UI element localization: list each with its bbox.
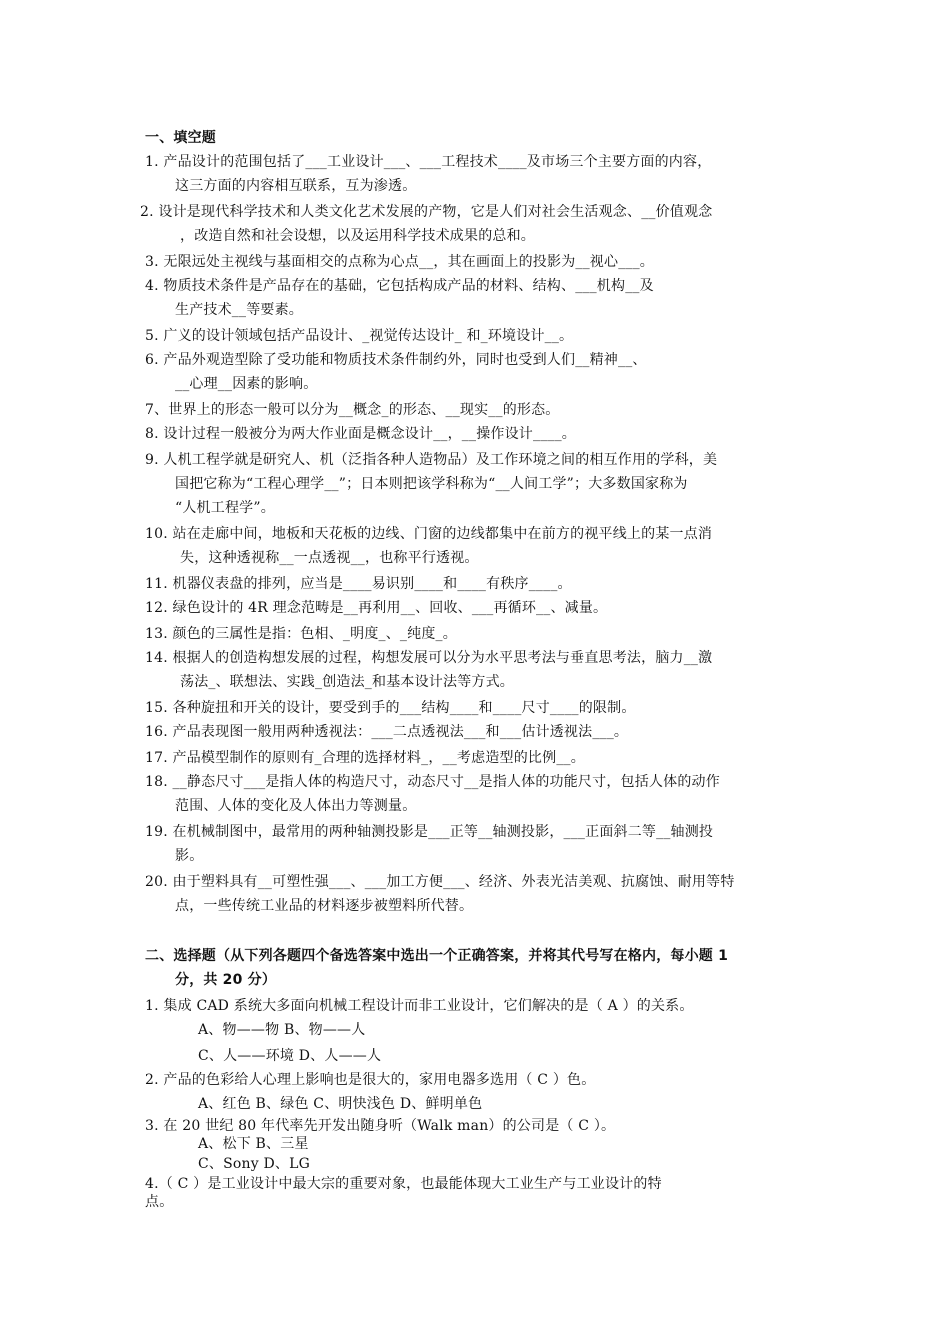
text-line: 2. 产品的色彩给人心理上影响也是很大的，家用电器多选用（ C ）色。 <box>145 1072 596 1088</box>
text-line: 3. 无限远处主视线与基面相交的点称为心点__，其在画面上的投影为__视心___。 <box>145 254 655 270</box>
text-line: ，改造自然和社会设想，以及运用科学技术成果的总和。 <box>180 228 535 244</box>
text-line: A、红色 B、绿色 C、明快浅色 D、鲜明单色 <box>198 1096 483 1112</box>
section-heading: 二、选择题（从下列各题四个备选答案中选出一个正确答案，并将其代号写在格内，每小题 1 <box>145 948 729 964</box>
text-line: 这三方面的内容相互联系，互为渗透。 <box>175 178 417 194</box>
text-line: 国把它称为“工程心理学__”；日本则把该学科称为“__人间工学”；大多数国家称为 <box>175 476 688 492</box>
text-line: 点。 <box>145 1194 174 1210</box>
section-heading: 一、填空题 <box>145 130 216 146</box>
text-line: 4. 物质技术条件是产品存在的基础，它包括构成产品的材料、结构、___机构__及 <box>145 278 654 294</box>
text-line: 13. 颜色的三属性是指：色相、_明度_、_纯度_。 <box>145 626 457 642</box>
text-line: 16. 产品表现图一般用两种透视法：___二点透视法___和___估计透视法___。 <box>145 724 629 740</box>
text-line: 12. 绿色设计的 4R 理念范畴是__再利用__、回收、___再循环__、减量。 <box>145 600 608 616</box>
text-line: 1. 集成 CAD 系统大多面向机械工程设计而非工业设计，它们解决的是（ A ）的关系。 <box>145 998 694 1014</box>
text-line: 18. __静态尺寸___是指人体的构造尺寸，动态尺寸__是指人体的功能尺寸，包括人体的动作 <box>145 774 720 790</box>
text-line: 失，这种透视称__一点透视__，也称平行透视。 <box>180 550 479 566</box>
text-line: 1. 产品设计的范围包括了___工业设计___、___工程技术____及市场三个主要方面的内容， <box>145 154 712 170</box>
text-line: 8. 设计过程一般被分为两大作业面是概念设计__，__操作设计____。 <box>145 426 577 442</box>
text-line: __心理__因素的影响。 <box>175 376 318 392</box>
text-line: 生产技术__等要素。 <box>175 302 303 318</box>
text-line: 3. 在 20 世纪 80 年代率先开发出随身听（Walk man）的公司是（ C ）。 <box>145 1118 616 1134</box>
text-line: “人机工程学”。 <box>175 500 275 516</box>
text-line: 2. 设计是现代科学技术和人类文化艺术发展的产物，它是人们对社会生活观念、__价值观念 <box>140 204 713 220</box>
text-line: A、松下 B、三星 <box>198 1136 309 1152</box>
text-line: 影。 <box>175 848 204 864</box>
text-line: 11. 机器仪表盘的排列，应当是____易识别____和____有秩序____。 <box>145 576 572 592</box>
text-line: C、人——环境 D、人——人 <box>198 1048 382 1064</box>
text-line: 4.（ C ）是工业设计中最大宗的重要对象，也最能体现大工业生产与工业设计的特 <box>145 1176 662 1192</box>
text-line: 14. 根据人的创造构想发展的过程，构想发展可以分为水平思考法与垂直思考法，脑力__激 <box>145 650 713 666</box>
text-line: 6. 产品外观造型除了受功能和物质技术条件制约外，同时也受到人们__精神__、 <box>145 352 647 368</box>
text-line: 荡法_、联想法、实践_创造法_和基本设计法等方式。 <box>180 674 514 690</box>
section-heading: 分，共 20 分） <box>175 972 277 988</box>
text-line: 9. 人机工程学就是研究人、机（泛指各种人造物品）及工作环境之间的相互作用的学科，美 <box>145 452 718 468</box>
text-line: C、Sony D、LG <box>198 1156 311 1172</box>
text-line: 5. 广义的设计领域包括产品设计、_视觉传达设计_ 和_环境设计__。 <box>145 328 574 344</box>
text-line: 19. 在机械制图中，最常用的两种轴测投影是___正等__轴测投影，___正面斜二等__轴测投 <box>145 824 714 840</box>
text-line: 10. 站在走廊中间，地板和天花板的边线、门窗的边线都集中在前方的视平线上的某一点消 <box>145 526 713 542</box>
text-line: 范围、人体的变化及人体出力等测量。 <box>175 798 417 814</box>
text-line: A、物——物 B、物——人 <box>198 1022 366 1038</box>
text-line: 15. 各种旋扭和开关的设计，要受到手的___结构____和____尺寸____的限制。 <box>145 700 636 716</box>
text-line: 点，一些传统工业品的材料逐步被塑料所代替。 <box>175 898 474 914</box>
text-line: 20. 由于塑料具有__可塑性强___、___加工方便___、经济、外表光洁美观、抗腐蚀、耐用等特 <box>145 874 735 890</box>
text-line: 7、世界上的形态一般可以分为__概念_的形态、__现实__的形态。 <box>145 402 560 418</box>
text-line: 17. 产品模型制作的原则有_合理的选择材料_，__考虑造型的比例__。 <box>145 750 585 766</box>
